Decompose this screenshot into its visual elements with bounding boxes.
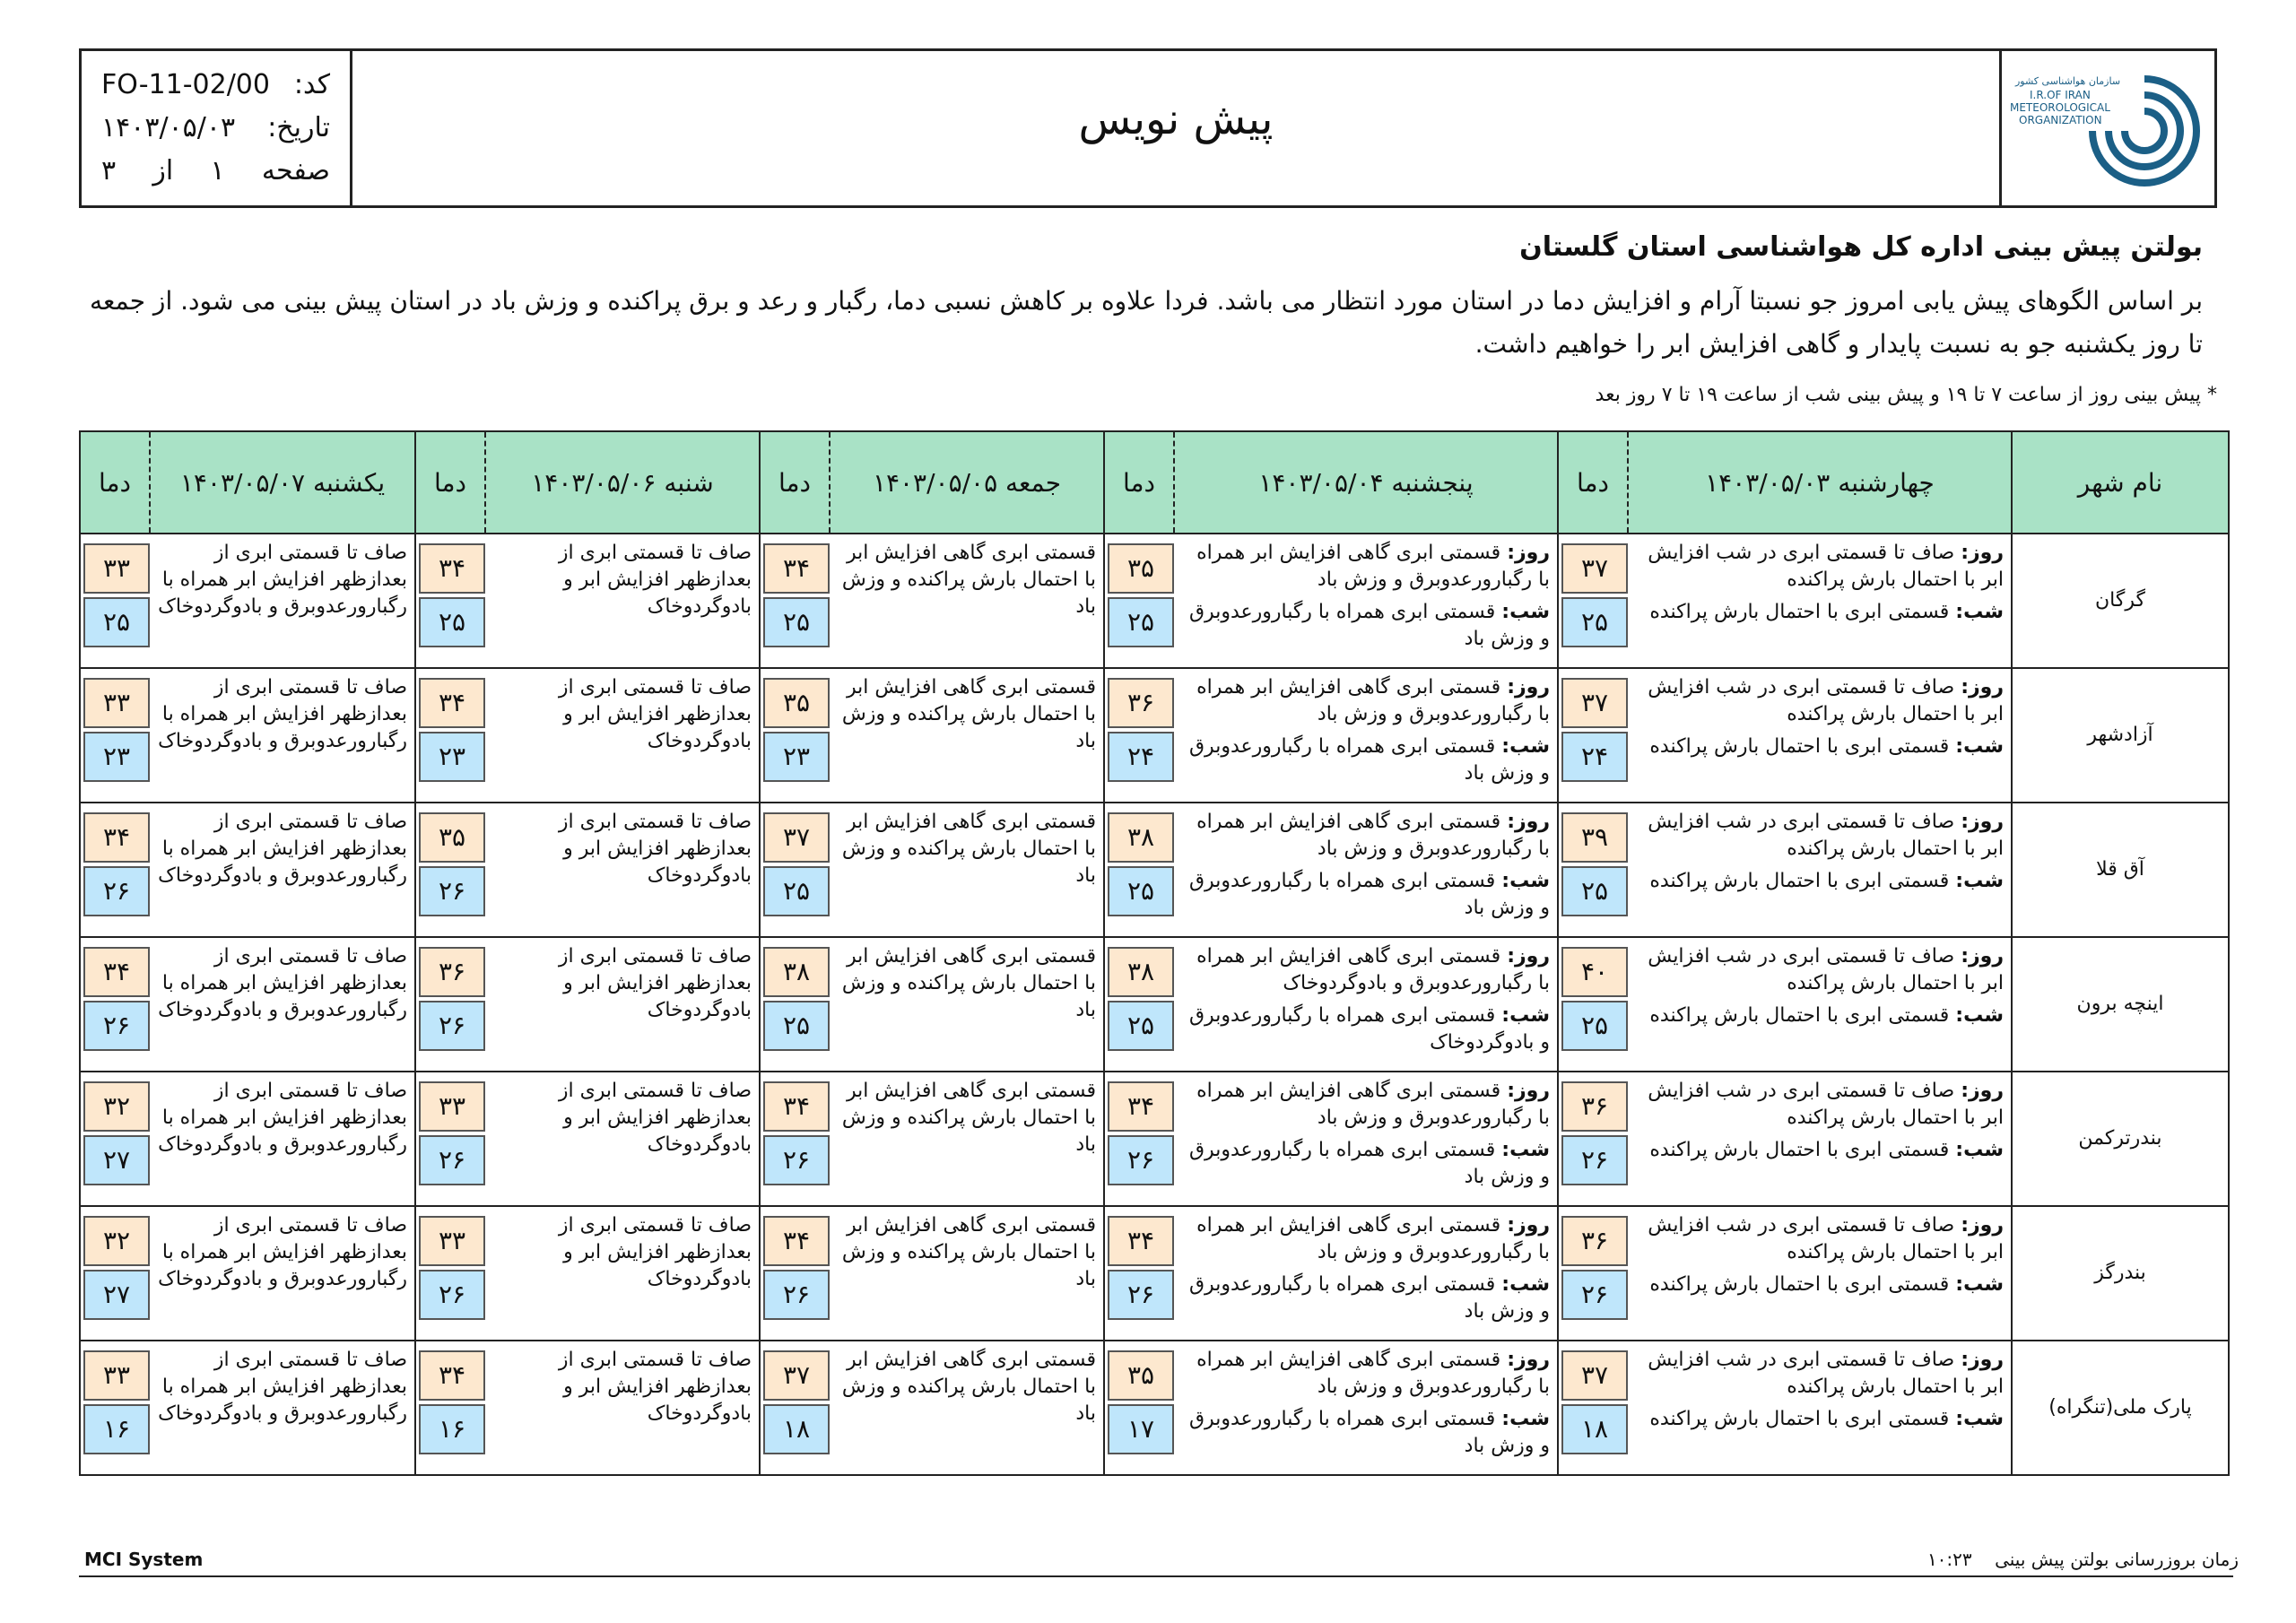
min-temp: ۲۵ xyxy=(1108,597,1174,647)
min-temp: ۲۶ xyxy=(419,1001,485,1051)
logo-text-2: METEOROLOGICAL xyxy=(2009,101,2110,114)
temp-cell xyxy=(1558,937,1628,1072)
temp-cell xyxy=(1558,534,1628,668)
forecast-desc xyxy=(1174,668,1558,803)
day-label: روز: xyxy=(1507,542,1550,564)
temp-cell xyxy=(1558,1206,1628,1341)
min-temp: ۲۴ xyxy=(1561,732,1628,782)
night-label: شب: xyxy=(1501,1273,1550,1296)
temp-cell xyxy=(415,937,485,1072)
min-temp: ۱۶ xyxy=(419,1404,485,1454)
max-temp: ۳۴ xyxy=(1108,1216,1174,1266)
max-temp: ۳۴ xyxy=(83,812,150,863)
table-row xyxy=(80,1072,2229,1206)
min-temp: ۲۵ xyxy=(1108,866,1174,916)
temp-header-2: دما xyxy=(1104,431,1174,534)
night-forecast: قسمتی ابری با احتمال بارش پراکنده xyxy=(1649,1408,1950,1430)
day-forecast: قسمتی ابری گاهی افزایش ابر همراه با رگبارورعدوبرق و بادوگردوخاک xyxy=(1196,945,1550,994)
day-label: روز: xyxy=(1961,1349,2004,1371)
temp-cell xyxy=(1104,1206,1174,1341)
organization-logo xyxy=(1999,51,2214,205)
min-temp: ۲۶ xyxy=(763,1135,830,1185)
day-forecast: قسمتی ابری گاهی افزایش ابر همراه با رگبارورعدوبرق و وزش باد xyxy=(1196,811,1550,860)
night-label: شب: xyxy=(1501,601,1550,623)
temp-cell xyxy=(1558,1072,1628,1206)
day-label: روز: xyxy=(1507,1214,1550,1237)
day-forecast: قسمتی ابری گاهی افزایش ابر همراه با رگبارورعدوبرق و وزش باد xyxy=(1196,676,1550,725)
max-temp: ۳۴ xyxy=(419,543,485,594)
night-label: شب: xyxy=(1501,1408,1550,1430)
city-name: آق قلا xyxy=(2012,803,2229,937)
forecast-desc: قسمتی ابری گاهی افزایش ابر با احتمال بارش پراکنده و وزش باد xyxy=(830,937,1104,1072)
page-label: صفحه xyxy=(261,155,330,187)
forecast-desc xyxy=(1628,534,2012,668)
forecast-desc: قسمتی ابری گاهی افزایش ابر با احتمال بارش پراکنده و وزش باد xyxy=(830,1206,1104,1341)
page-total: ۳ xyxy=(101,155,117,187)
forecast-desc xyxy=(1174,937,1558,1072)
day-forecast: قسمتی ابری گاهی افزایش ابر همراه با رگبارورعدوبرق و وزش باد xyxy=(1196,1214,1550,1263)
forecast-desc xyxy=(1174,803,1558,937)
max-temp: ۳۴ xyxy=(763,1216,830,1266)
forecast-desc: صاف تا قسمتی ابری از بعدازظهر افزایش ابر همراه با رگبارورعدوبرق و بادوگردوخاک xyxy=(150,803,415,937)
temp-header-1: دما xyxy=(1558,431,1628,534)
day-label: روز: xyxy=(1961,945,2004,968)
night-forecast: قسمتی ابری با احتمال بارش پراکنده xyxy=(1649,870,1950,892)
max-temp: ۳۲ xyxy=(83,1081,150,1132)
logo-text-fa: سازمان هواشناسی کشور xyxy=(2014,75,2120,87)
table-row xyxy=(80,668,2229,803)
temp-cell xyxy=(80,1206,150,1341)
day-forecast: صاف تا قسمتی ابری در شب افزایش ابر با احتمال بارش پراکنده xyxy=(1648,1214,2004,1263)
temp-cell xyxy=(415,1072,485,1206)
day-label: روز: xyxy=(1507,945,1550,968)
day-forecast: صاف تا قسمتی ابری در شب افزایش ابر با احتمال بارش پراکنده xyxy=(1648,1080,2004,1129)
night-label: شب: xyxy=(1501,735,1550,758)
min-temp: ۲۶ xyxy=(763,1270,830,1320)
temp-header-5: دما xyxy=(80,431,150,534)
max-temp: ۳۷ xyxy=(1561,1350,1628,1401)
day-forecast: صاف تا قسمتی ابری در شب افزایش ابر با احتمال بارش پراکنده xyxy=(1648,945,2004,994)
min-temp: ۱۶ xyxy=(83,1404,150,1454)
forecast-desc: صاف تا قسمتی ابری از بعدازظهر افزایش ابر و بادوگردوخاک xyxy=(485,668,760,803)
code-label: کد: xyxy=(293,69,330,100)
temp-cell xyxy=(415,803,485,937)
max-temp: ۳۳ xyxy=(83,1350,150,1401)
max-temp: ۳۷ xyxy=(1561,543,1628,594)
night-label: شب: xyxy=(1501,1004,1550,1027)
min-temp: ۲۷ xyxy=(83,1135,150,1185)
day-forecast: قسمتی ابری گاهی افزایش ابر همراه با رگبارورعدوبرق و وزش باد xyxy=(1196,1080,1550,1129)
min-temp: ۲۶ xyxy=(419,1135,485,1185)
day-label: روز: xyxy=(1961,542,2004,564)
max-temp: ۳۶ xyxy=(1561,1216,1628,1266)
temp-cell xyxy=(80,937,150,1072)
date-value: ۱۴۰۳/۰۵/۰۳ xyxy=(101,112,236,143)
table-row xyxy=(80,937,2229,1072)
max-temp: ۳۶ xyxy=(1561,1081,1628,1132)
city-name: بندرترکمن xyxy=(2012,1072,2229,1206)
day-forecast: صاف تا قسمتی ابری در شب افزایش ابر با احتمال بارش پراکنده xyxy=(1648,1349,2004,1398)
temp-cell xyxy=(1558,1341,1628,1475)
temp-cell xyxy=(80,668,150,803)
forecast-table xyxy=(79,430,2230,1476)
max-temp: ۳۴ xyxy=(419,1350,485,1401)
night-forecast: قسمتی ابری همراه با رگبارورعدوبرق و وزش باد xyxy=(1188,1139,1550,1188)
temp-cell xyxy=(760,803,830,937)
night-label: شب: xyxy=(1501,870,1550,892)
max-temp: ۳۷ xyxy=(1561,678,1628,728)
night-label: شب: xyxy=(1955,1408,2004,1430)
min-temp: ۱۷ xyxy=(1108,1404,1174,1454)
forecast-desc xyxy=(1174,1206,1558,1341)
forecast-desc: صاف تا قسمتی ابری از بعدازظهر افزایش ابر و بادوگردوخاک xyxy=(485,1206,760,1341)
temp-cell xyxy=(415,668,485,803)
min-temp: ۲۶ xyxy=(419,1270,485,1320)
city-header: نام شهر xyxy=(2012,431,2229,534)
code-value: FO-11-02/00 xyxy=(101,69,270,100)
min-temp: ۲۳ xyxy=(83,732,150,782)
day-forecast: قسمتی ابری گاهی افزایش ابر همراه با رگبارورعدوبرق و وزش باد xyxy=(1196,1349,1550,1398)
max-temp: ۳۶ xyxy=(419,947,485,997)
min-temp: ۲۵ xyxy=(1561,1001,1628,1051)
min-temp: ۱۸ xyxy=(1561,1404,1628,1454)
forecast-desc xyxy=(1628,668,2012,803)
temp-header-4: دما xyxy=(415,431,485,534)
forecast-desc: صاف تا قسمتی ابری از بعدازظهر افزایش ابر همراه با رگبارورعدوبرق و بادوگردوخاک xyxy=(150,534,415,668)
min-temp: ۲۳ xyxy=(763,732,830,782)
max-temp: ۳۵ xyxy=(1108,1350,1174,1401)
page-title: پیش نویس xyxy=(1078,94,1274,144)
max-temp: ۳۲ xyxy=(83,1216,150,1266)
min-temp: ۲۵ xyxy=(763,866,830,916)
temp-cell xyxy=(80,534,150,668)
city-name: اینچه برون xyxy=(2012,937,2229,1072)
night-forecast: قسمتی ابری با احتمال بارش پراکنده xyxy=(1649,601,1950,623)
forecast-desc xyxy=(1174,534,1558,668)
max-temp: ۳۴ xyxy=(419,678,485,728)
max-temp: ۴۰ xyxy=(1561,947,1628,997)
day-label: روز: xyxy=(1961,1080,2004,1102)
night-label: شب: xyxy=(1955,1139,2004,1161)
max-temp: ۳۴ xyxy=(763,543,830,594)
night-forecast: قسمتی ابری همراه با رگبارورعدوبرق و وزش باد xyxy=(1188,1273,1550,1323)
night-forecast: قسمتی ابری همراه با رگبارورعدوبرق و وزش باد xyxy=(1188,870,1550,919)
min-temp: ۲۳ xyxy=(419,732,485,782)
day-forecast: صاف تا قسمتی ابری در شب افزایش ابر با احتمال بارش پراکنده xyxy=(1648,811,2004,860)
city-name: آزادشهر xyxy=(2012,668,2229,803)
bulletin-description: بر اساس الگوهای پیش یابی امروز جو نسبتا آرام و افزایش دما در استان مورد انتظار می باشد. فردا علاوه بر کاهش نسبی دما، رگبار و رعد و برق پراکنده و وزش باد در استان پیش بینی می شود. از جمعه تا روز یکشنبه جو به نسبت پایدار و گاهی افزایش ابر را خواهیم داشت. xyxy=(90,286,2203,359)
day-header-2: پنجشنبه ۱۴۰۳/۰۵/۰۴ xyxy=(1174,431,1558,534)
min-temp: ۱۸ xyxy=(763,1404,830,1454)
forecast-desc xyxy=(1628,803,2012,937)
max-temp: ۳۳ xyxy=(419,1216,485,1266)
forecast-desc xyxy=(1628,937,2012,1072)
min-temp: ۲۵ xyxy=(763,597,830,647)
min-temp: ۲۵ xyxy=(1108,1001,1174,1051)
logo-text-1: I.R.OF IRAN xyxy=(2029,89,2091,101)
day-header-4: شنبه ۱۴۰۳/۰۵/۰۶ xyxy=(485,431,760,534)
day-label: روز: xyxy=(1507,811,1550,833)
max-temp: ۳۹ xyxy=(1561,812,1628,863)
max-temp: ۳۵ xyxy=(419,812,485,863)
min-temp: ۲۶ xyxy=(83,1001,150,1051)
night-forecast: قسمتی ابری همراه با رگبارورعدوبرق و وزش باد xyxy=(1188,735,1550,785)
night-label: شب: xyxy=(1955,735,2004,758)
temp-header-3: دما xyxy=(760,431,830,534)
max-temp: ۳۶ xyxy=(1108,678,1174,728)
max-temp: ۳۳ xyxy=(83,543,150,594)
max-temp: ۳۸ xyxy=(1108,947,1174,997)
night-label: شب: xyxy=(1955,1004,2004,1027)
footer-divider xyxy=(79,1575,2233,1577)
temp-cell xyxy=(80,1341,150,1475)
forecast-desc: قسمتی ابری گاهی افزایش ابر با احتمال بارش پراکنده و وزش باد xyxy=(830,1341,1104,1475)
forecast-desc: قسمتی ابری گاهی افزایش ابر با احتمال بارش پراکنده و وزش باد xyxy=(830,668,1104,803)
page-of: از xyxy=(152,155,174,187)
temp-cell xyxy=(1104,803,1174,937)
forecast-desc: صاف تا قسمتی ابری از بعدازظهر افزایش ابر همراه با رگبارورعدوبرق و بادوگردوخاک xyxy=(150,1206,415,1341)
temp-cell xyxy=(1104,937,1174,1072)
temp-cell xyxy=(80,1072,150,1206)
forecast-desc xyxy=(1174,1072,1558,1206)
min-temp: ۲۵ xyxy=(1561,597,1628,647)
day-forecast: قسمتی ابری گاهی افزایش ابر همراه با رگبارورعدوبرق و وزش باد xyxy=(1196,542,1550,591)
bulletin-title: بولتن پیش بینی اداره کل هواشناسی استان گلستان xyxy=(1519,231,2203,263)
temp-cell xyxy=(760,937,830,1072)
night-forecast: قسمتی ابری همراه با رگبارورعدوبرق و بادوگردوخاک xyxy=(1188,1004,1550,1054)
temp-cell xyxy=(415,1341,485,1475)
forecast-desc: صاف تا قسمتی ابری از بعدازظهر افزایش ابر و بادوگردوخاک xyxy=(485,1072,760,1206)
max-temp: ۳۴ xyxy=(1108,1081,1174,1132)
city-name: گرگان xyxy=(2012,534,2229,668)
temp-cell xyxy=(1104,534,1174,668)
forecast-desc: صاف تا قسمتی ابری از بعدازظهر افزایش ابر همراه با رگبارورعدوبرق و بادوگردوخاک xyxy=(150,1072,415,1206)
night-forecast: قسمتی ابری با احتمال بارش پراکنده xyxy=(1649,1139,1950,1161)
day-label: روز: xyxy=(1961,676,2004,699)
forecast-desc: صاف تا قسمتی ابری از بعدازظهر افزایش ابر و بادوگردوخاک xyxy=(485,803,760,937)
min-temp: ۲۶ xyxy=(1561,1135,1628,1185)
day-label: روز: xyxy=(1961,1214,2004,1237)
night-label: شب: xyxy=(1955,601,2004,623)
forecast-desc xyxy=(1628,1072,2012,1206)
max-temp: ۳۸ xyxy=(763,947,830,997)
forecast-desc: صاف تا قسمتی ابری از بعدازظهر افزایش ابر همراه با رگبارورعدوبرق و بادوگردوخاک xyxy=(150,937,415,1072)
day-header-5: یکشنبه ۱۴۰۳/۰۵/۰۷ xyxy=(150,431,415,534)
day-header-3: جمعه ۱۴۰۳/۰۵/۰۵ xyxy=(830,431,1104,534)
max-temp: ۳۴ xyxy=(763,1081,830,1132)
max-temp: ۳۴ xyxy=(83,947,150,997)
temp-cell xyxy=(760,534,830,668)
logo-text-3: ORGANIZATION xyxy=(2018,114,2102,126)
table-row xyxy=(80,534,2229,668)
max-temp: ۳۷ xyxy=(763,1350,830,1401)
min-temp: ۲۴ xyxy=(1108,732,1174,782)
max-temp: ۳۸ xyxy=(1108,812,1174,863)
temp-cell xyxy=(1104,1341,1174,1475)
night-forecast: قسمتی ابری با احتمال بارش پراکنده xyxy=(1649,735,1950,758)
table-header-row xyxy=(80,431,2229,534)
forecast-desc: قسمتی ابری گاهی افزایش ابر با احتمال بارش پراکنده و وزش باد xyxy=(830,1072,1104,1206)
forecast-desc: صاف تا قسمتی ابری از بعدازظهر افزایش ابر همراه با رگبارورعدوبرق و بادوگردوخاک xyxy=(150,668,415,803)
day-label: روز: xyxy=(1507,1080,1550,1102)
temp-cell xyxy=(415,1206,485,1341)
min-temp: ۲۵ xyxy=(1561,866,1628,916)
day-forecast: صاف تا قسمتی ابری در شب افزایش ابر با احتمال بارش پراکنده xyxy=(1648,676,2004,725)
temp-cell xyxy=(760,1072,830,1206)
max-temp: ۳۵ xyxy=(763,678,830,728)
forecast-note: * پیش بینی روز از ساعت ۷ تا ۱۹ و پیش بینی شب از ساعت ۱۹ تا ۷ روز بعد xyxy=(1595,384,2217,406)
forecast-desc: صاف تا قسمتی ابری از بعدازظهر افزایش ابر و بادوگردوخاک xyxy=(485,937,760,1072)
temp-cell xyxy=(1558,668,1628,803)
temp-cell xyxy=(415,534,485,668)
day-label: روز: xyxy=(1507,676,1550,699)
document-header xyxy=(79,48,2217,208)
night-label: شب: xyxy=(1955,870,2004,892)
min-temp: ۲۶ xyxy=(83,866,150,916)
forecast-desc: قسمتی ابری گاهی افزایش ابر با احتمال بارش پراکنده و وزش باد xyxy=(830,803,1104,937)
night-label: شب: xyxy=(1955,1273,2004,1296)
min-temp: ۲۵ xyxy=(419,597,485,647)
update-time: ۱۰:۲۳ xyxy=(1926,1549,1972,1570)
min-temp: ۲۶ xyxy=(1108,1135,1174,1185)
temp-cell xyxy=(760,668,830,803)
table-row xyxy=(80,1341,2229,1475)
forecast-desc: صاف تا قسمتی ابری از بعدازظهر افزایش ابر و بادوگردوخاک xyxy=(485,1341,760,1475)
day-label: روز: xyxy=(1507,1349,1550,1371)
page-current: ۱ xyxy=(210,155,225,187)
min-temp: ۲۵ xyxy=(83,597,150,647)
temp-cell xyxy=(1104,1072,1174,1206)
temp-cell xyxy=(760,1341,830,1475)
night-forecast: قسمتی ابری همراه با رگبارورعدوبرق و وزش باد xyxy=(1188,601,1550,650)
day-label: روز: xyxy=(1961,811,2004,833)
max-temp: ۳۷ xyxy=(763,812,830,863)
max-temp: ۳۳ xyxy=(419,1081,485,1132)
night-label: شب: xyxy=(1501,1139,1550,1161)
day-forecast: صاف تا قسمتی ابری در شب افزایش ابر با احتمال بارش پراکنده xyxy=(1648,542,2004,591)
update-info xyxy=(1927,1549,2239,1570)
table-row xyxy=(80,803,2229,937)
night-forecast: قسمتی ابری با احتمال بارش پراکنده xyxy=(1649,1004,1950,1027)
city-name: پارک ملی(تنگراه) xyxy=(2012,1341,2229,1475)
day-header-1: چهارشنبه ۱۴۰۳/۰۵/۰۳ xyxy=(1628,431,2012,534)
min-temp: ۲۵ xyxy=(763,1001,830,1051)
temp-cell xyxy=(1558,803,1628,937)
forecast-desc: صاف تا قسمتی ابری از بعدازظهر افزایش ابر همراه با رگبارورعدوبرق و بادوگردوخاک xyxy=(150,1341,415,1475)
min-temp: ۲۶ xyxy=(1108,1270,1174,1320)
forecast-desc: قسمتی ابری گاهی افزایش ابر با احتمال بارش پراکنده و وزش باد xyxy=(830,534,1104,668)
night-forecast: قسمتی ابری همراه با رگبارورعدوبرق و وزش باد xyxy=(1188,1408,1550,1457)
table-row xyxy=(80,1206,2229,1341)
system-name: MCI System xyxy=(84,1549,204,1570)
temp-cell xyxy=(760,1206,830,1341)
document-meta xyxy=(82,51,352,205)
forecast-desc xyxy=(1174,1341,1558,1475)
update-label: زمان بروزرسانی بولتن پیش بینی xyxy=(1995,1549,2239,1570)
max-temp: ۳۵ xyxy=(1108,543,1174,594)
forecast-desc xyxy=(1628,1341,2012,1475)
min-temp: ۲۶ xyxy=(1561,1270,1628,1320)
city-name: بندرگز xyxy=(2012,1206,2229,1341)
min-temp: ۲۷ xyxy=(83,1270,150,1320)
temp-cell xyxy=(1104,668,1174,803)
meteorological-logo-icon xyxy=(2010,61,2207,195)
max-temp: ۳۳ xyxy=(83,678,150,728)
temp-cell xyxy=(80,803,150,937)
date-label: تاریخ: xyxy=(267,112,330,143)
forecast-desc xyxy=(1628,1206,2012,1341)
night-forecast: قسمتی ابری با احتمال بارش پراکنده xyxy=(1649,1273,1950,1296)
min-temp: ۲۶ xyxy=(419,866,485,916)
forecast-desc: صاف تا قسمتی ابری از بعدازظهر افزایش ابر و بادوگردوخاک xyxy=(485,534,760,668)
